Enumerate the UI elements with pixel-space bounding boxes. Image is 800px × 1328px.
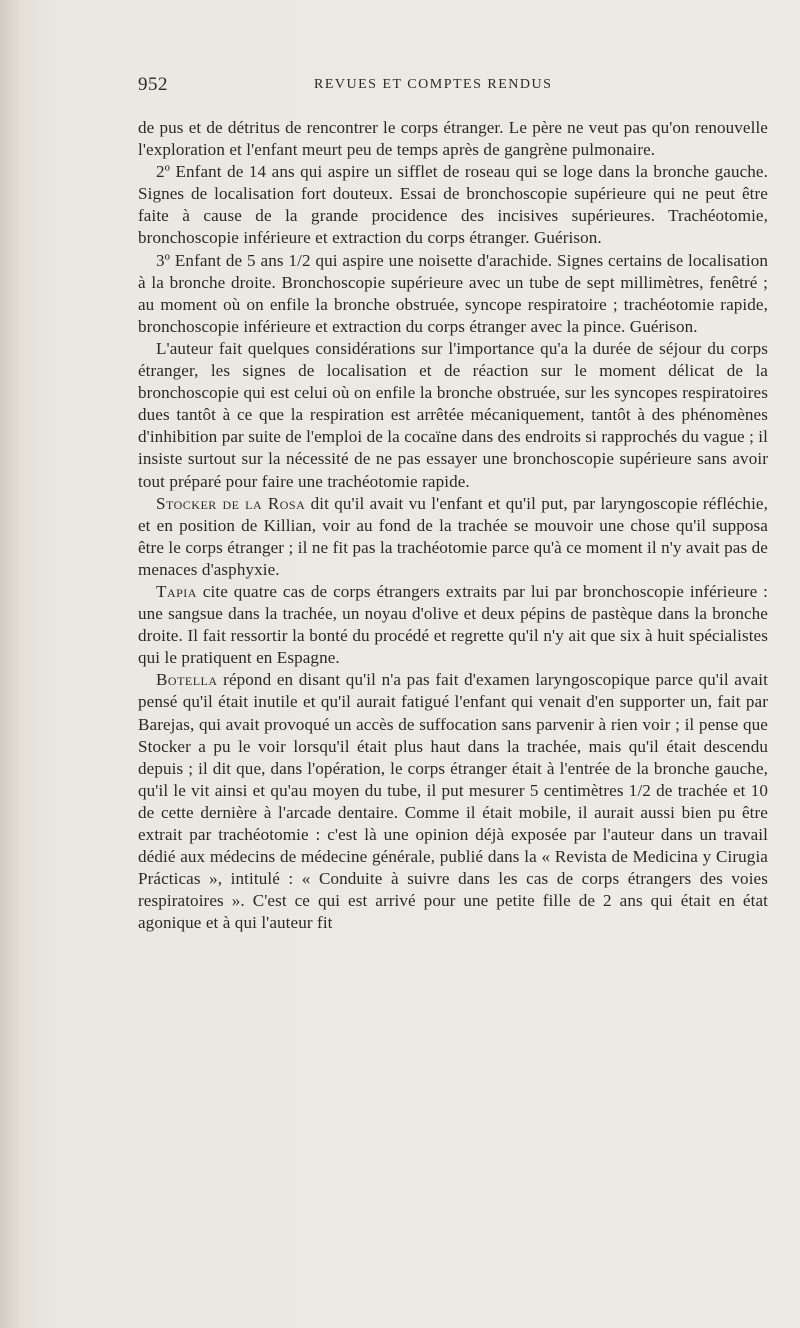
page-number: 952	[138, 74, 168, 95]
paragraph-text: L'auteur fait quelques considérations sur l'importance qu'a la durée de séjour du corps étranger, les signes de localisation et de réaction sur le moment délicat de la bronchoscopie qui est celui où on enfile la bronche obstruée, sur les syncopes respiratoires dues tantôt à ce que la respiration est arrêtée mécaniquement, tantôt à des phénomènes d'inhibition par suite de l'emploi de la cocaïne dans des endroits si rapprochés du vague ; il insiste surtout sur la nécessité de ne pas essayer une bronchoscopie supérieure sans avoir tout préparé pour faire une trachéotomie rapide.	[138, 338, 768, 491]
paragraph-text: cite quatre cas de corps étrangers extraits par lui par bronchoscopie inférieure : une sangsue dans la trachée, un noyau d'olive et deux pépins de pastèque dans la bronche droite. Il fait ressortir la bonté du procédé et regrette qu'il n'y ait que six à huit spécialistes qui le pratiquent en Espagne.	[138, 581, 768, 668]
paragraph-text: dit qu'il avait vu l'enfant et qu'il put, par laryngoscopie réfléchie, et en position de Killian, voir au fond de la trachée se mouvoir une chose qu'il supposa être le corps étranger ; il ne fit pas la trachéotomie parce qu'à ce moment il n'y avait pas de menaces d'asphyxie.	[138, 493, 768, 579]
running-head: REVUES ET COMPTES RENDUS	[314, 77, 553, 92]
page-header	[138, 74, 740, 98]
paragraph-3	[138, 250, 768, 338]
paragraph-text: 3º Enfant de 5 ans 1/2 qui aspire une noisette d'arachide. Signes certains de localisation à la bronche droite. Bronchoscopie supérieure avec un tube de sept millimètres, fenêtré ; au moment où on enfile la bronche obstruée, syncope respiratoire ; trachéotomie rapide, bronchoscopie inférieure et extraction du corps étranger avec la pince. Guérison.	[138, 250, 768, 336]
author-name: Stocker de la Rosa	[156, 493, 306, 513]
author-name: Botella	[156, 670, 218, 690]
paragraph-text: 2º Enfant de 14 ans qui aspire un sifflet de roseau qui se loge dans la bronche gauche. Signes de localisation fort douteux. Essai de bronchoscopie supérieure qui ne peut être faite à cause de la grande procidence des incisives supérieures. Trachéotomie, bronchoscopie inférieure et extraction du corps étranger. Guérison.	[138, 162, 768, 248]
author-name: Tapia	[156, 581, 197, 601]
paragraph-5	[138, 493, 768, 581]
paragraph-2	[138, 161, 768, 249]
paragraph-7	[138, 669, 768, 934]
body-text	[138, 117, 768, 934]
paragraph-6	[138, 581, 768, 669]
paragraph-text: de pus et de détritus de rencontrer le corps étranger. Le père ne veut pas qu'on renouvelle l'exploration et l'enfant meurt peu de temps après de gangrène pulmonaire.	[138, 118, 768, 160]
paragraph-1	[138, 117, 768, 161]
paragraph-4	[138, 338, 768, 493]
paragraph-text: répond en disant qu'il n'a pas fait d'examen laryngoscopique parce qu'il avait pensé qu'il était inutile et qu'il aurait fatigué l'enfant qui venait d'en supporter un, fait par Barejas, qui avait provoqué un accès de suffocation sans parvenir à rien voir ; il pense que Stocker a pu le voir lorsqu'il était plus haut dans la trachée, mais qu'il était descendu depuis ; il dit que, dans l'opération, le corps étranger était à l'entrée de la bronche gauche, qu'il le vit ainsi et qu'au moyen du tube, il put mesurer 5 centimètres 1/2 de trachée et 10 de cette dernière à l'arcade dentaire. Comme il était mobile, il aurait aussi bien pu être extrait par trachéotomie : c'est là une opinion déjà exposée par l'auteur dans un travail dédié aux médecins de médecine générale, publié dans la « Revista de Medicina y Cirugia Prácticas », intitulé : « Conduite à suivre dans les cas de corps étrangers des voies respiratoires ». C'est ce qui est arrivé pour une petite fille de 2 ans qui était en état agonique et à qui l'auteur fit	[138, 670, 768, 933]
